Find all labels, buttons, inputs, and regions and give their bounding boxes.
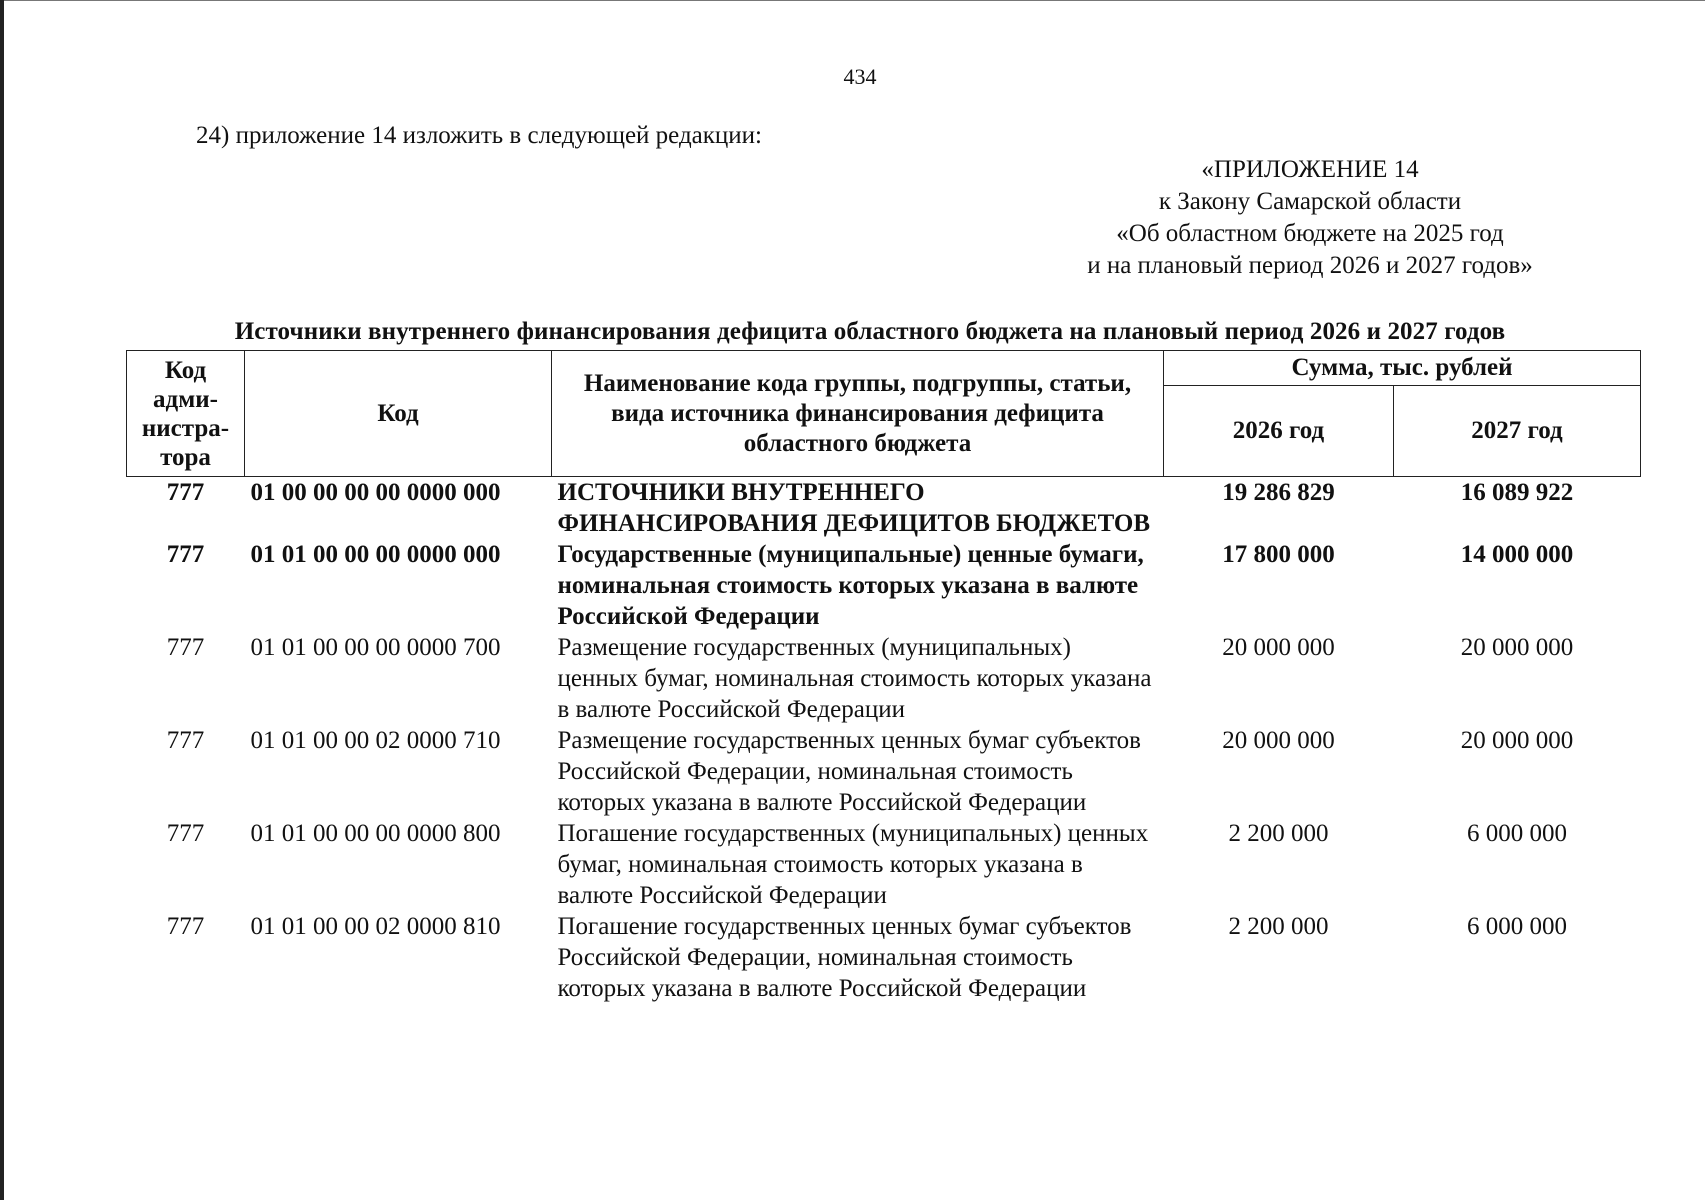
table-row <box>127 818 1641 911</box>
cell-admin-code: 777 <box>166 727 205 754</box>
cell-code: 01 01 00 00 00 0000 700 <box>250 634 501 661</box>
cell-2026: 20 000 000 <box>1222 634 1335 661</box>
cell-code: 01 01 00 00 02 0000 710 <box>250 727 501 754</box>
cell-admin-code: 777 <box>166 541 205 568</box>
cell-code: 01 01 00 00 00 0000 800 <box>250 820 501 847</box>
cell-2026: 2 200 000 <box>1228 913 1329 940</box>
table-row <box>127 725 1641 818</box>
header-code: Код <box>245 351 552 477</box>
table-title: Источники внутреннего финансирования дефицита областного бюджета на плановый период 2026 и 2027 годов <box>234 318 1506 345</box>
cell-2026: 2 200 000 <box>1228 820 1329 847</box>
appendix-line-2: к Закону Самарской области <box>1158 188 1462 215</box>
cell-admin-code: 777 <box>166 913 205 940</box>
cell-name: ИСТОЧНИКИ ВНУТРЕННЕГО ФИНАНСИРОВАНИЯ ДЕФИЦИТОВ БЮДЖЕТОВ <box>557 479 1151 537</box>
header-year-2026: 2026 год <box>1164 386 1394 477</box>
appendix-line-1: «ПРИЛОЖЕНИЕ 14 <box>1201 156 1419 183</box>
cell-code: 01 01 00 00 00 0000 000 <box>250 541 501 568</box>
cell-2027: 20 000 000 <box>1460 634 1574 661</box>
page-number: 434 <box>843 64 877 89</box>
intro-paragraph: 24) приложение 14 изложить в следующей редакции: <box>196 122 762 149</box>
cell-2026: 17 800 000 <box>1222 541 1335 568</box>
table-row <box>127 539 1641 632</box>
table-row <box>127 632 1641 725</box>
cell-name: Погашение государственных ценных бумаг субъектов Российской Федерации, номинальная стоимость которых указана в валюте Российской Федерации <box>557 913 1132 1002</box>
cell-2027: 6 000 000 <box>1467 820 1567 847</box>
header-name: Наименование кода группы, подгруппы, статьи, вида источника финансирования дефицита областного бюджета <box>552 351 1164 477</box>
scan-left-edge <box>0 0 4 1200</box>
cell-2027: 6 000 000 <box>1467 913 1567 940</box>
cell-code: 01 00 00 00 00 0000 000 <box>250 479 501 506</box>
cell-name: Размещение государственных ценных бумаг субъектов Российской Федерации, номинальная стоимость которых указана в валюте Российской Федерации <box>557 727 1141 816</box>
cell-admin-code: 777 <box>166 820 205 847</box>
table-row <box>127 911 1641 1004</box>
cell-admin-code: 777 <box>166 479 205 506</box>
cell-code: 01 01 00 00 02 0000 810 <box>250 913 501 940</box>
appendix-line-3: «Об областном бюджете на 2025 год <box>1116 220 1504 247</box>
table-row <box>127 477 1641 540</box>
cell-2026: 19 286 829 <box>1222 479 1335 506</box>
cell-2026: 20 000 000 <box>1222 727 1335 754</box>
header-admin-code: Код адми-нистра-тора <box>127 351 245 477</box>
cell-name: Государственные (муниципальные) ценные бумаги, номинальная стоимость которых указана в валюте Российской Федерации <box>557 541 1144 630</box>
cell-name: Погашение государственных (муниципальных) ценных бумаг, номинальная стоимость которых указана в валюте Российской Федерации <box>557 820 1149 909</box>
appendix-line-4: и на плановый период 2026 и 2027 годов» <box>1087 252 1533 279</box>
table-header-row <box>127 351 1641 386</box>
header-sum: Сумма, тыс. рублей <box>1164 351 1641 386</box>
cell-2027: 20 000 000 <box>1460 727 1574 754</box>
scan-top-edge <box>0 0 1705 1</box>
cell-admin-code: 777 <box>166 634 205 661</box>
appendix-heading <box>1000 154 1620 282</box>
cell-2027: 16 089 922 <box>1460 479 1574 506</box>
cell-2027: 14 000 000 <box>1460 541 1574 568</box>
cell-name: Размещение государственных (муниципальных) ценных бумаг, номинальная стоимость которых указана в валюте Российской Федерации <box>557 634 1152 723</box>
financing-sources-table <box>126 350 1641 1004</box>
header-year-2027: 2027 год <box>1394 386 1641 477</box>
